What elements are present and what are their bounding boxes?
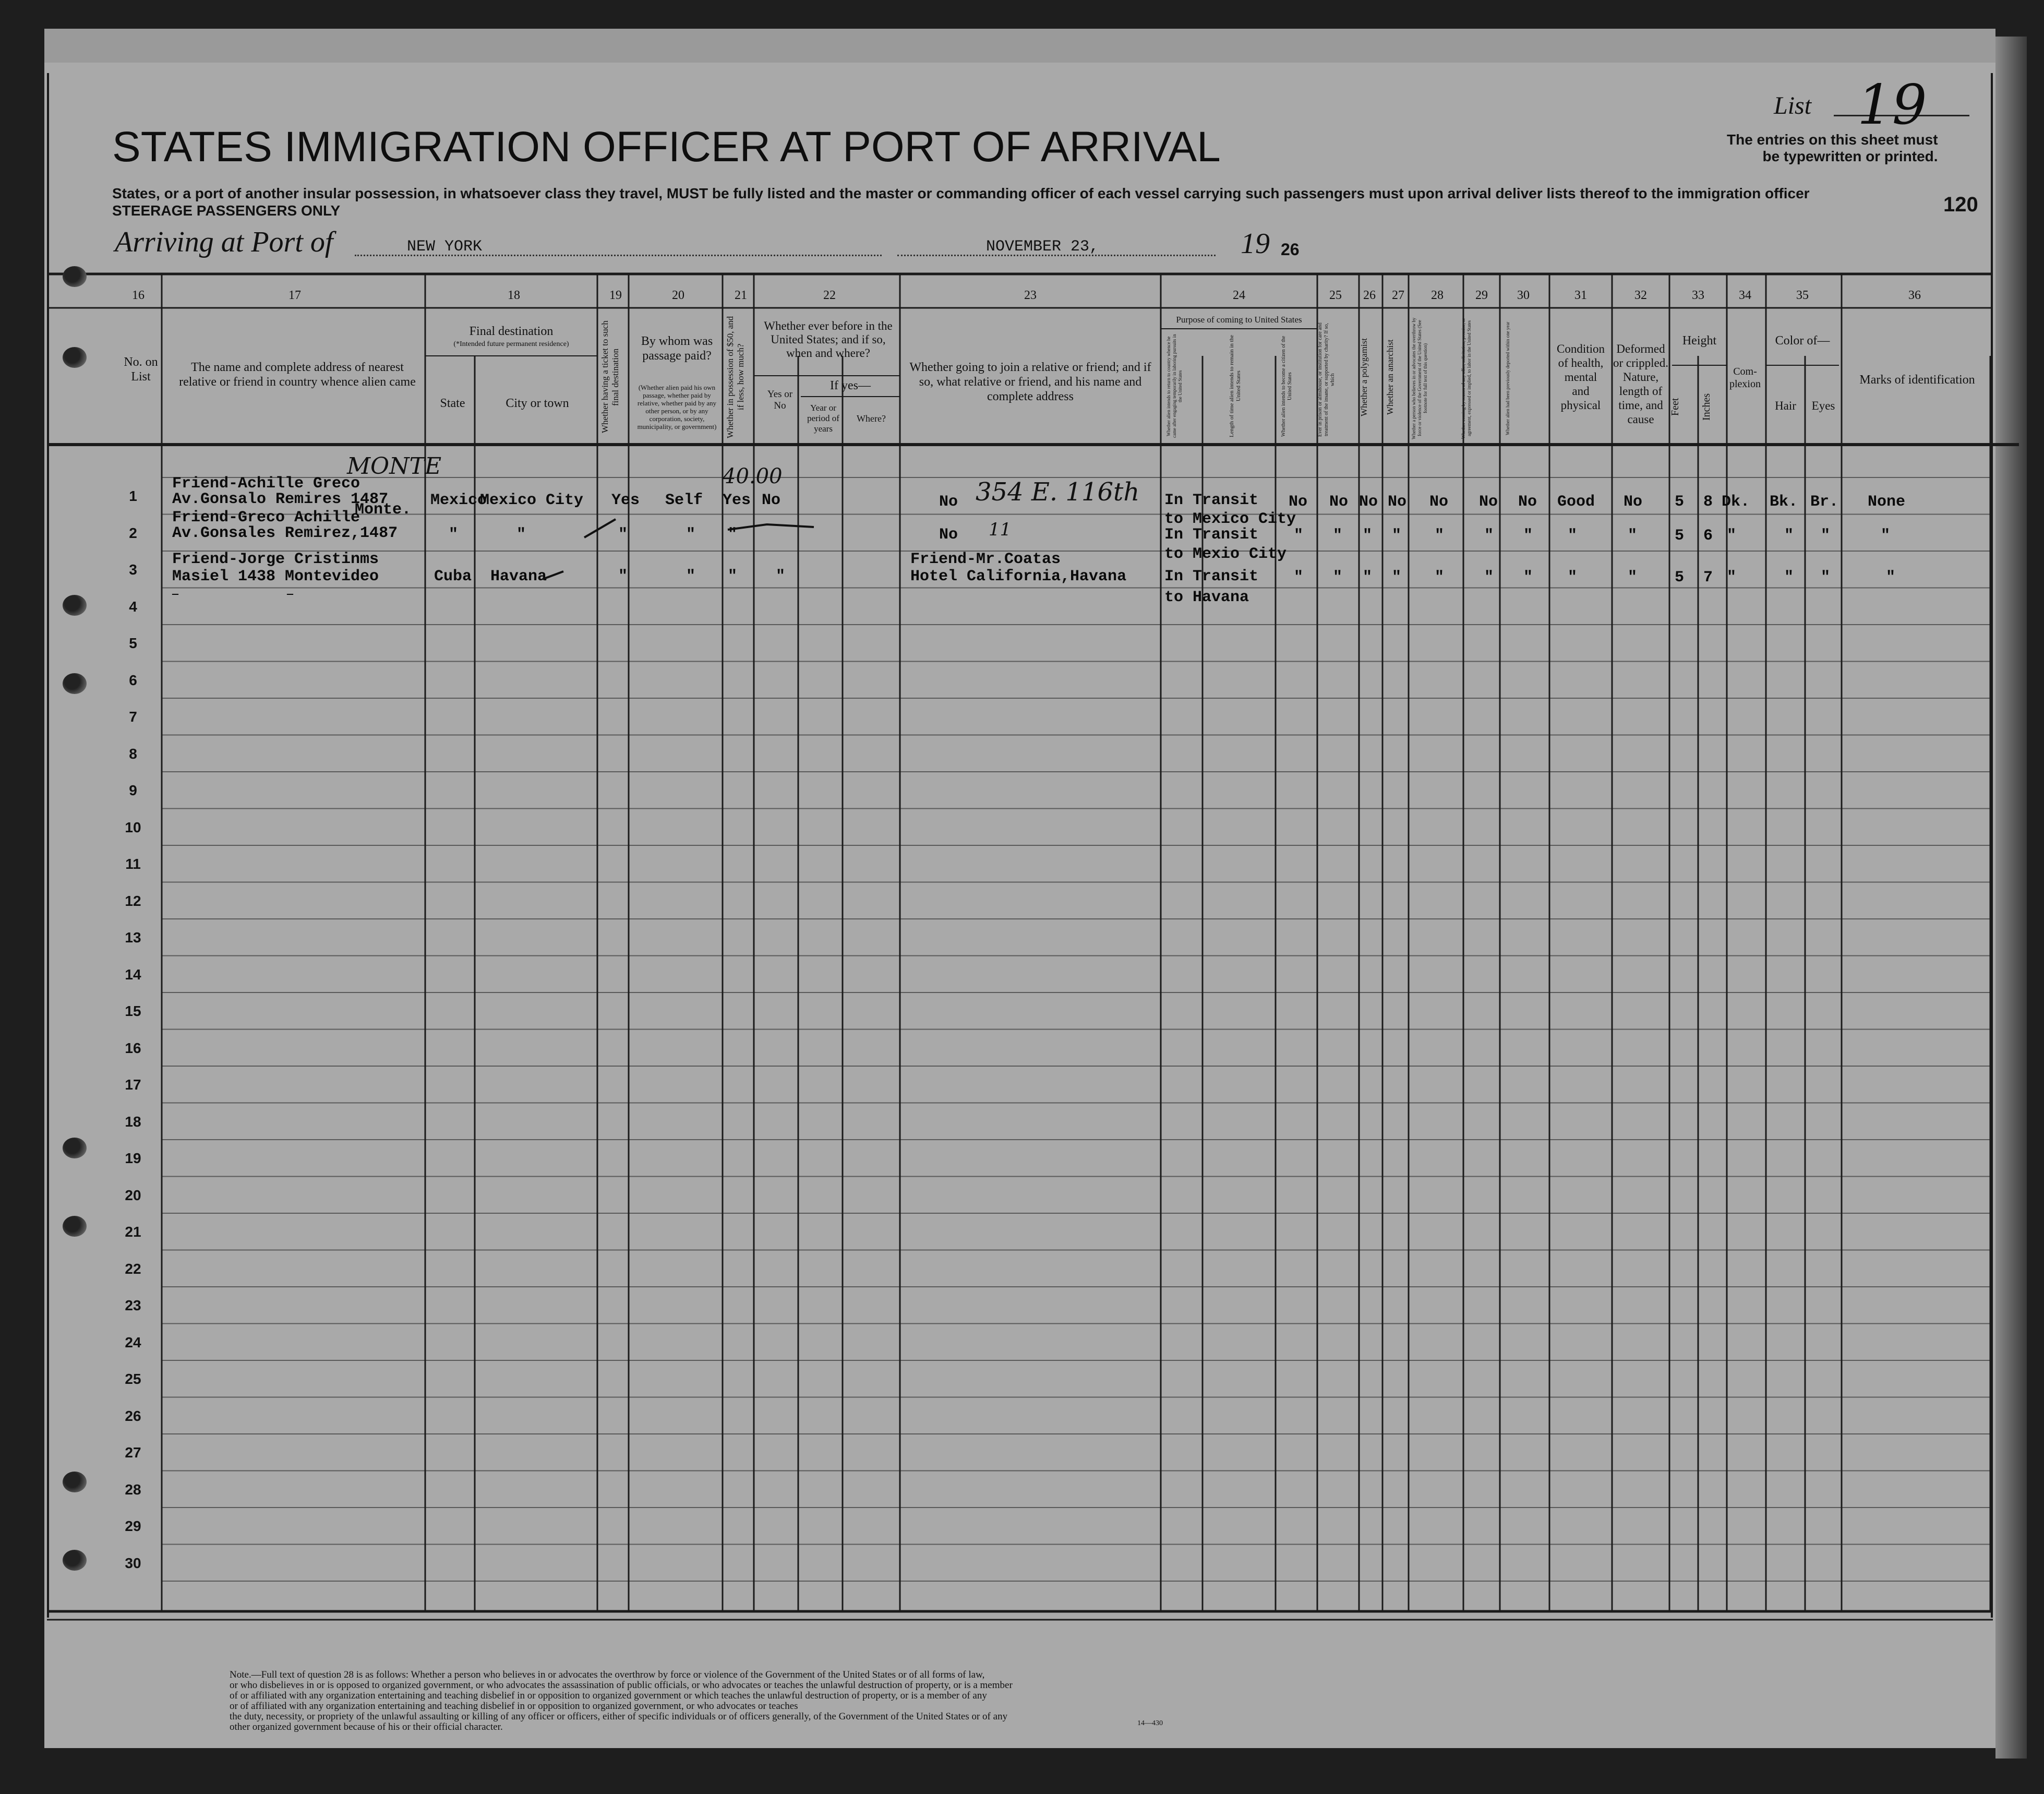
- r2-relative-line1: Friend-Greco Achille: [172, 509, 360, 527]
- r2-ditto-prison: ": [1333, 527, 1343, 545]
- row-number: 16: [125, 1039, 141, 1056]
- r3-relative-line1: Friend-Jorge Cristinms: [172, 551, 379, 568]
- row-number: 23: [125, 1297, 141, 1313]
- r3-ditto-paid: ": [686, 568, 696, 585]
- col-header-27: Whether an anarchist: [1385, 339, 1395, 415]
- col-header-22-yesno: Yes or No: [767, 389, 793, 411]
- r1-prison: No: [1329, 493, 1349, 511]
- arriving-label: Arriving at Port of: [115, 226, 333, 258]
- col-header-22-years: Year or period of years: [807, 403, 839, 434]
- row-number: 15: [125, 1003, 141, 1019]
- row-number: 29: [125, 1518, 141, 1534]
- entries-note-line1: The entries on this sheet must: [1727, 131, 1938, 148]
- col-header-17: The name and complete address of nearest relative or friend in country whence alien came: [179, 361, 416, 389]
- col-num-33: 33: [1692, 289, 1704, 302]
- port-value: NEW YORK: [407, 238, 483, 256]
- list-label: List: [1774, 92, 1812, 119]
- r3-ditto-overthrow: ": [1435, 569, 1445, 587]
- col-num-24: 24: [1233, 289, 1245, 302]
- row-number: 25: [125, 1371, 141, 1387]
- r2-ditto-labor: ": [1484, 527, 1494, 545]
- col-header-32: Deformed or crippled. Nature, length of time, and cause: [1613, 342, 1668, 426]
- r3-city: Havana: [490, 568, 547, 585]
- r3-state: Cuba: [434, 568, 472, 585]
- r3-ditto-ticket: ": [618, 568, 628, 585]
- col-header-20: By whom was passage paid?: [641, 334, 713, 363]
- binder-hole: [63, 595, 87, 616]
- r1-health: Good: [1557, 493, 1595, 511]
- row-number: 8: [129, 745, 137, 762]
- r2-ditto-ticket: ": [618, 526, 628, 544]
- r3-ditto-polygamist: ": [1363, 569, 1373, 587]
- footnote: [230, 1670, 1013, 1732]
- r2-join: No: [939, 526, 958, 544]
- r2-ditto-city: ": [516, 526, 526, 544]
- col-header-26: Whether a polygamist: [1359, 338, 1369, 416]
- col-num-21: 21: [735, 289, 747, 302]
- col-header-24b: Length of time alien intends to remain in the United States: [1229, 334, 1242, 438]
- r1-state: Mexico: [430, 492, 487, 509]
- col-num-35: 35: [1796, 289, 1809, 302]
- col-num-25: 25: [1329, 289, 1342, 302]
- r2-purpose-line1: In Transit: [1164, 526, 1259, 544]
- row-number: 1: [129, 488, 137, 504]
- r3-ditto-hair: ": [1784, 569, 1794, 587]
- row-number: 13: [125, 929, 141, 946]
- entries-note-line2: be typewritten or printed.: [1762, 148, 1938, 164]
- col-header-30: Whether alien had been previously deported within one year: [1505, 321, 1510, 435]
- r1-purpose-line2: to Mexico City: [1164, 510, 1296, 528]
- binder-hole: [63, 1216, 87, 1237]
- r2-ditto-polygamist: ": [1363, 527, 1373, 545]
- row-number: 7: [129, 709, 137, 725]
- col-header-34: Com-plexion: [1729, 366, 1761, 390]
- r1-marks: None: [1868, 493, 1906, 511]
- binder-hole: [63, 266, 87, 287]
- col-num-29: 29: [1475, 289, 1488, 302]
- row-number: 19: [125, 1150, 141, 1166]
- r3-ditto-before: ": [776, 568, 786, 585]
- row-number: 22: [125, 1260, 141, 1277]
- r1-money: Yes: [723, 492, 751, 509]
- col-num-18: 18: [508, 289, 520, 302]
- r3-ditto-complexion: ": [1727, 569, 1737, 587]
- r2-ditto-hair: ": [1784, 527, 1794, 545]
- r1-paid-by: Self: [665, 492, 703, 509]
- col-header-city: City or town: [506, 397, 569, 410]
- r3-ditto-health: ": [1568, 569, 1578, 587]
- col-header-19: Whether having a ticket to such final destination: [600, 320, 620, 434]
- row-number: 4: [129, 598, 137, 615]
- r1-relative-line1: Friend-Achille Greco: [172, 475, 360, 493]
- r1-purpose-line1: In Transit: [1164, 492, 1259, 509]
- r1-city: Mexico City: [480, 492, 584, 509]
- col-header-24: Purpose of coming to United States: [1176, 315, 1302, 325]
- col-num-32: 32: [1634, 289, 1647, 302]
- binder-hole: [63, 1550, 87, 1571]
- col-header-33: Height: [1682, 334, 1717, 348]
- r1-deformed: No: [1624, 493, 1643, 511]
- col-num-28: 28: [1431, 289, 1444, 302]
- r2-relative-line2: Av.Gonsales Remirez,1487: [172, 524, 398, 542]
- col-header-22: Whether ever before in the United States; and if so, when and where?: [764, 319, 893, 360]
- col-header-state: State: [440, 397, 465, 410]
- r1-citizen: No: [1289, 493, 1308, 511]
- r3-inches: 7: [1703, 569, 1713, 587]
- col-header-31: Condition of health, mental and physical: [1556, 342, 1605, 412]
- r2-ditto-state: ": [449, 526, 459, 544]
- col-header-33-inches: Inches: [1701, 393, 1712, 421]
- row-number: 26: [125, 1407, 141, 1424]
- list-number: 19: [1857, 73, 1927, 137]
- r1-anarchist: No: [1388, 493, 1407, 511]
- r1-labor: No: [1479, 493, 1498, 511]
- r2-purpose-line2: to Mexio City: [1164, 545, 1287, 563]
- col-header-16: No. on List: [124, 355, 158, 384]
- row-number: 18: [125, 1113, 141, 1130]
- r1-relative-hand: MONTE: [347, 453, 442, 480]
- col-header-28: Whether a person who believes in or advocates the overthrow by force or violence of the Government of the United States (See footnote for full text of this question): [1411, 317, 1428, 439]
- r2-ditto-paid: ": [686, 526, 696, 544]
- row-number: 17: [125, 1077, 141, 1093]
- r1-hair: Bk.: [1770, 493, 1798, 511]
- r1-money-hand: 40.00: [723, 464, 783, 488]
- col-header-22-ifyes: If yes—: [830, 379, 871, 392]
- binder-hole: [63, 1138, 87, 1158]
- col-header-24a: Whether alien intends to return to country whence he came after engaging temporarily in laboring pursuits in the United States: [1166, 334, 1183, 438]
- footnote-line2: or who disbelieves in or is opposed to organized government, or who advocates the assassination of public officials, or who advocates or teaches the unlawful destruction of property, or is a member: [230, 1680, 1013, 1691]
- footnote-line1: Note.—Full text of question 28 is as follows: Whether a person who believes in or advocates the overthrow by force or violence of the Government of the United States or of all forms of law,: [230, 1669, 985, 1680]
- date-value: NOVEMBER 23,: [986, 238, 1099, 256]
- row-number: 27: [125, 1444, 141, 1461]
- r2-ditto-deported: ": [1523, 527, 1533, 545]
- row-number: 6: [129, 672, 137, 688]
- col-num-30: 30: [1517, 289, 1530, 302]
- row-number: 2: [129, 524, 137, 541]
- col-num-20: 20: [672, 289, 684, 302]
- r1-ticket: Yes: [611, 492, 640, 509]
- col-header-35: Color of—: [1775, 334, 1830, 348]
- row-number: 30: [125, 1554, 141, 1571]
- r2-ditto-health: ": [1568, 527, 1578, 545]
- row-number: 5: [129, 635, 137, 651]
- r1-polygamist: No: [1359, 493, 1378, 511]
- col-num-34: 34: [1739, 289, 1751, 302]
- r2-inches: 6: [1703, 527, 1713, 545]
- r3-feet: 5: [1675, 569, 1685, 587]
- row-number: 21: [125, 1224, 141, 1240]
- r1-eyes: Br.: [1810, 493, 1839, 511]
- footnote-line5: the duty, necessity, or propriety of the unlawful assaulting or killing of any officer or officers, either of specific individuals or of officers generally, of the Government of the United States or of any: [230, 1711, 1008, 1722]
- col-num-19: 19: [609, 289, 622, 302]
- col-header-35-eyes: Eyes: [1811, 399, 1835, 412]
- r3-ditto-deported: ": [1523, 569, 1533, 587]
- r2-ditto-marks: ": [1881, 527, 1891, 545]
- col-num-27: 27: [1392, 289, 1404, 302]
- r3-purpose-line2: to Havana: [1164, 589, 1249, 606]
- row-number: 3: [129, 561, 137, 578]
- r2-relative-hand: Monte.: [355, 501, 412, 519]
- r2-ditto-complexion: ": [1727, 527, 1737, 545]
- r1-deported: No: [1518, 493, 1537, 511]
- subtitle-line2: STEERAGE PASSENGERS ONLY: [112, 202, 341, 219]
- col-header-18-sub: (*Intended future permanent residence): [453, 340, 569, 348]
- r3-ditto-money: ": [728, 568, 738, 585]
- r3-join-line1: Friend-Mr.Coatas: [910, 551, 1061, 568]
- binder-hole: [63, 1472, 87, 1492]
- r1-overthrow: No: [1429, 493, 1449, 511]
- r1-relative-line2: Av.Gonsalo Remires 1487: [172, 491, 389, 508]
- form-number: 14—430: [1137, 1719, 1163, 1727]
- footnote-line3: of or affiliated with any organization entertaining and teaching disbelief in or opposition to organized government or which teaches the unlawful destruction of property, or is a member of any: [230, 1690, 987, 1701]
- year-prefix: 19: [1241, 228, 1270, 260]
- col-header-20-sub: (Whether alien paid his own passage, whether paid by relative, whether paid by any other person, or by any corporation, society, municipality, or government): [637, 384, 717, 430]
- col-num-36: 36: [1908, 289, 1921, 302]
- col-num-17: 17: [288, 289, 301, 302]
- col-num-31: 31: [1574, 289, 1587, 302]
- col-num-23: 23: [1024, 289, 1037, 302]
- col-num-16: 16: [132, 289, 145, 302]
- col-header-22-where: Where?: [857, 413, 886, 424]
- r2-ditto-overthrow: ": [1435, 527, 1445, 545]
- col-header-36: Marks of identification: [1859, 373, 1975, 387]
- row-number: 28: [125, 1481, 141, 1498]
- r3-join-line2: Hotel California,Havana: [910, 568, 1127, 585]
- r1-inches: 8: [1703, 493, 1713, 511]
- col-header-33-feet: Feet: [1669, 398, 1681, 416]
- col-header-25: Ever in prison or almshouse, or institution for care and treatment of the insane, or supported by charity? If so, which: [1317, 322, 1336, 437]
- r3-ditto-marks: ": [1886, 569, 1896, 587]
- row-number: 9: [129, 782, 137, 798]
- r4-dash-name: —: [172, 589, 179, 601]
- row-number: 12: [125, 892, 141, 909]
- r1-join: No: [939, 493, 958, 511]
- footnote-line6: other organized government because of his or their official character.: [230, 1721, 503, 1732]
- r3-ditto-deformed: ": [1628, 569, 1638, 587]
- r3-ditto-labor: ": [1484, 569, 1494, 587]
- col-header-21: Whether in possession of $50, and if less, how much?: [725, 316, 746, 438]
- r1-join-hand: 354 E. 116th: [976, 477, 1140, 507]
- col-num-26: 26: [1363, 289, 1376, 302]
- r2-ditto-anarchist: ": [1392, 527, 1402, 545]
- year-suffix: 26: [1281, 240, 1300, 259]
- r3-purpose-line1: In Transit: [1164, 568, 1259, 585]
- r2-ditto-money: ": [728, 526, 738, 544]
- r3-ditto-anarchist: ": [1392, 569, 1402, 587]
- col-header-35-hair: Hair: [1775, 399, 1796, 412]
- subtitle-line1: States, or a port of another insular possession, in whatsoever class they travel, MUST be fully listed and the master or commanding officer of each vessel carrying such passengers must upon arrival deliver lists thereof to the immigration officer: [112, 185, 1810, 201]
- col-num-22: 22: [823, 289, 836, 302]
- binder-hole: [63, 673, 87, 694]
- row-number: 10: [125, 819, 141, 835]
- row-number: 20: [125, 1187, 141, 1203]
- r2-ditto-deformed: ": [1628, 527, 1638, 545]
- col-header-24c: Whether alien intends to become a citizen of the United States: [1281, 336, 1293, 437]
- r2-ditto-citizen: ": [1294, 527, 1304, 545]
- binder-hole: [63, 347, 87, 368]
- r3-ditto-eyes: ": [1821, 569, 1831, 587]
- r2-feet: 5: [1675, 527, 1685, 545]
- r1-feet: 5: [1675, 493, 1685, 511]
- row-number: 24: [125, 1334, 141, 1350]
- row-number: 14: [125, 966, 141, 983]
- col-header-23: Whether going to join a relative or friend; and if so, what relative or friend, and his name and complete address: [909, 361, 1151, 403]
- r2-ditto-eyes: ": [1821, 527, 1831, 545]
- page-title: STATES IMMIGRATION OFFICER AT PORT OF ARRIVAL: [112, 123, 1221, 171]
- r2-join-hand: 11: [989, 519, 1012, 540]
- r3-relative-line2: Masiel 1438 Montevideo: [172, 568, 379, 585]
- r1-complexion: Dk.: [1722, 493, 1750, 511]
- page-number: 120: [1943, 193, 1978, 216]
- r4-dash-address: —: [287, 589, 294, 601]
- r1-before-us: No: [762, 492, 781, 509]
- row-number: 11: [125, 856, 141, 872]
- col-header-18: Final destination: [469, 325, 554, 338]
- r3-ditto-citizen: ": [1294, 569, 1304, 587]
- r3-ditto-prison: ": [1333, 569, 1343, 587]
- col-header-29: Whether coming by reason of any offer, solicitation, promise, or agreement, expressed or implied, to labor in the United States: [1461, 318, 1472, 439]
- footnote-line4: or of affiliated with any organization entertaining and teaching disbelief in or opposition to organized government, or who advocates or teaches: [230, 1701, 798, 1712]
